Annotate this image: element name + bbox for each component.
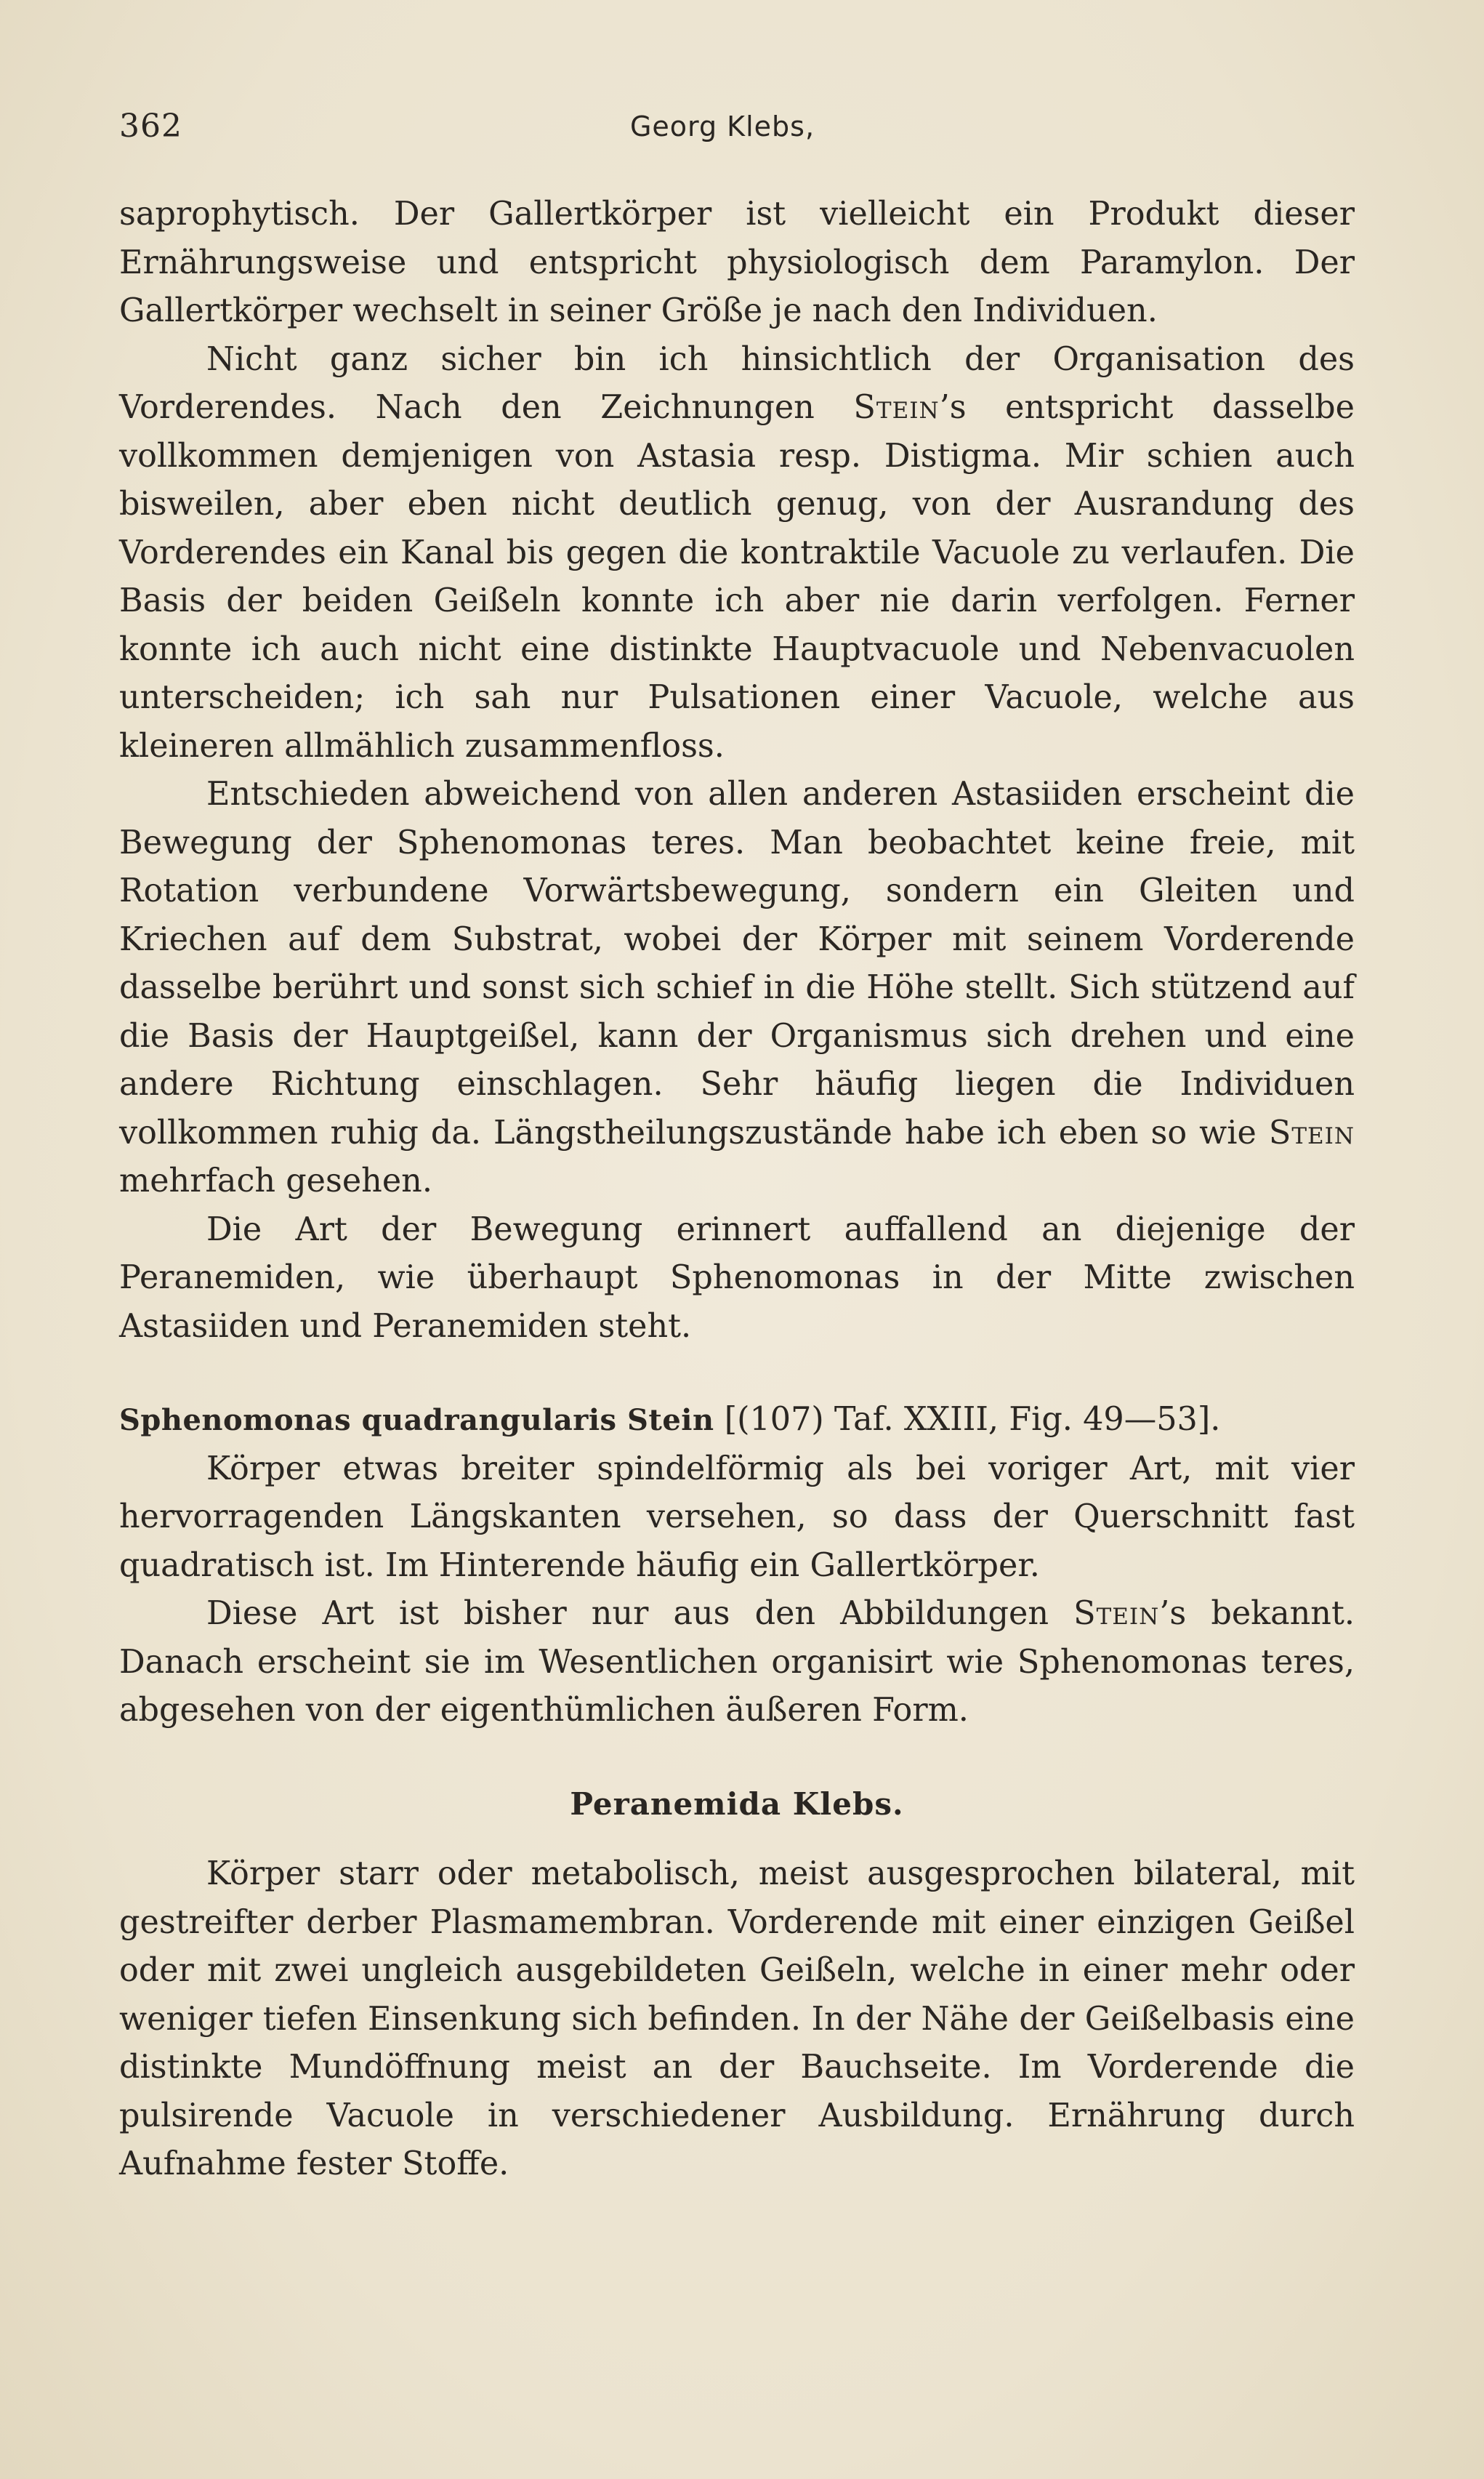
paragraph-3 [119,771,1355,1206]
species-heading [119,1396,1355,1445]
spacer [119,1735,1355,1780]
species-name: Sphenomonas quadrangularis Stein [119,1403,714,1437]
page-number: 362 [119,108,182,145]
paragraph-5: Körper etwas breiter spindelförmig als bei voriger Art, mit vier hervorragenden Längskanten versehen, so dass der Querschnitt fast quadratisch ist. Im Hinterende häufig ein Gallertkörper. [119,1450,1355,1584]
section-heading: Peranemida Klebs. [570,1785,904,1822]
paragraph-2-part-a: Nicht ganz sicher bin ich hinsichtlich der Organisation des Vorderendes. Nach den Zeichnungen [119,340,1355,426]
author-name-stein: Stein [853,389,940,426]
author-name-stein: Stein [1268,1114,1355,1152]
paragraph-3-part-a: Entschieden abweichend von allen anderen Astasiiden erscheint die Bewegung der Sphenomonas teres. Man beobachtet keine freie, mit Rotation verbundene Vorwärtsbewegung, sondern ein Gleiten und Kriechen auf dem Substrat, wobei der Körper mit seinem Vorderende dasselbe berührt und sonst sich schief in die Höhe stellt. Sich stützend auf die Basis der Hauptgeißel, kann der Organismus sich drehen und eine andere Richtung einschlagen. Sehr häufig liegen die Individuen vollkommen ruhig da. Längstheilungszustände habe ich eben so wie [119,776,1355,1152]
paragraph-4: Die Art der Bewegung erinnert auffallend an diejenige der Peranemiden, wie überhaupt Sphenomonas in der Mitte zwischen Astasiiden und Peranemiden steht. [119,1210,1355,1345]
spacer [119,1828,1355,1850]
spacer [119,1351,1355,1396]
paragraph-6-part-b: ’s bekannt. Danach erscheint sie im Wesentlichen organisirt wie Sphenomonas teres, abgesehen von der eigenthümlichen äußeren Form. [119,1595,1355,1729]
paragraph-1: saprophytisch. Der Gallertkörper ist vielleicht ein Produkt dieser Ernährungsweise und entspricht physiologisch dem Paramylon. Der Gallertkörper wechselt in seiner Größe je nach den Individuen. [119,196,1355,329]
paragraph-2-part-b: ’s entspricht dasselbe vollkommen demjenigen von Astasia resp. Distigma. Mir schien auch bisweilen, aber eben nicht deutlich genug, von der Ausrandung des Vorderendes ein Kanal bis gegen die kontraktile Vacuole zu verlaufen. Die Basis der beiden Geißeln konnte ich aber nie darin verfolgen. Ferner konnte ich auch nicht eine distinkte Hauptvacuole und Nebenvacuolen unterscheiden; ich sah nur Pulsationen einer Vacuole, welche aus kleineren allmählich zusammenfloss. [119,389,1355,765]
paragraph-6 [119,1590,1355,1735]
paragraph-7: Körper starr oder metabolisch, meist ausgesprochen bilateral, mit gestreifter derber Plasmamembran. Vorderende mit einer einzigen Geißel oder mit zwei ungleich ausgebildeten Geißeln, welche in einer mehr oder weniger tiefen Einsenkung sich befinden. In der Nähe der Geißelbasis eine distinkte Mundöffnung meist an der Bauchseite. Im Vorderende die pulsirende Vacuole in verschiedener Ausbildung. Ernährung durch Aufnahme fester Stoffe. [119,1855,1355,2182]
paragraph-2 [119,336,1355,771]
paragraph-3-part-b: mehrfach gesehen. [119,1162,432,1200]
author-name-stein: Stein [1073,1595,1160,1632]
body-text [119,190,1355,2189]
species-reference: [(107) Taf. XXIII, Fig. 49—53]. [714,1401,1221,1438]
running-head: Georg Klebs, [629,111,815,142]
page-header [119,108,1355,151]
paragraph-6-part-a: Diese Art ist bisher nur aus den Abbildungen [206,1595,1074,1632]
